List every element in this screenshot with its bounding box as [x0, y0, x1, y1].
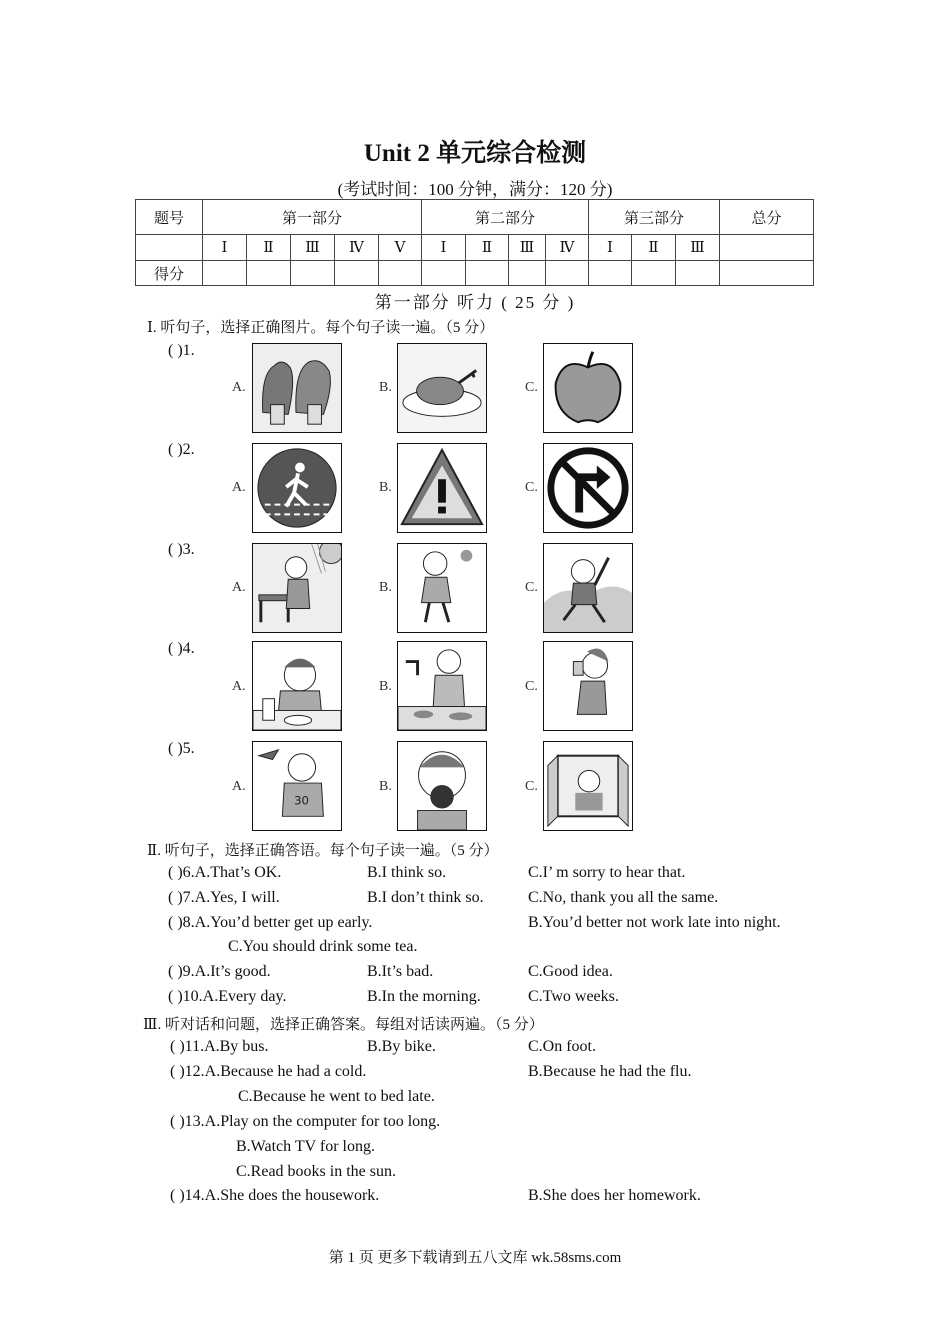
q10-option-a: ( )10.A.Every day.	[168, 988, 287, 1005]
q1-opt-c: C.	[525, 380, 538, 395]
section3-heading: Ⅲ. 听对话和问题，选择正确答案。每组对话读两遍。（5 分）	[143, 1017, 544, 1033]
q3-opt-a: A.	[232, 580, 246, 595]
q11-option-b: B.By bike.	[367, 1038, 436, 1055]
sub-cell: Ⅴ	[379, 235, 422, 261]
q1-opt-a: A.	[232, 380, 246, 395]
score-cell[interactable]	[632, 261, 676, 286]
q2-opt-c: C.	[525, 480, 538, 495]
q9-option-c: C.Good idea.	[528, 963, 613, 980]
sub-cell: Ⅲ	[291, 235, 335, 261]
part1-title: 第一部分 听力 ( 25 分 )	[374, 293, 576, 312]
q6-option-b: B.I think so.	[367, 864, 447, 881]
sub-cell: Ⅰ	[589, 235, 632, 261]
score-cell[interactable]	[335, 261, 379, 286]
boy-with-bird-picture[interactable]	[252, 741, 342, 831]
q7-option-b: B.I don’t think so.	[367, 889, 484, 906]
score-cell[interactable]	[291, 261, 335, 286]
score-cell[interactable]	[247, 261, 291, 286]
roast-chicken-picture[interactable]	[397, 343, 487, 433]
header-part3: 第三部分	[589, 200, 720, 235]
q1-label: ( )1.	[168, 342, 195, 359]
header-total: 总分	[720, 200, 814, 235]
section2-heading: Ⅱ. 听句子，选择正确答语。每个句子读一遍。（5 分）	[147, 843, 499, 859]
apple-picture[interactable]	[543, 343, 633, 433]
q6-option-c: C.I’ m sorry to hear that.	[528, 864, 686, 881]
sub-cell: Ⅳ	[546, 235, 589, 261]
q13-option-b: B.Watch TV for long.	[236, 1138, 375, 1155]
q6-option-a: ( )6.A.That’s OK.	[168, 864, 282, 881]
header-part2: 第二部分	[422, 200, 589, 235]
pedestrian-sign-picture[interactable]	[252, 443, 342, 533]
q2-opt-b: B.	[379, 480, 392, 495]
q11-option-a: ( )11.A.By bus.	[170, 1038, 269, 1055]
q1-opt-b: B.	[379, 380, 392, 395]
girl-at-window-picture[interactable]	[543, 741, 633, 831]
sub-blank	[720, 235, 814, 261]
q4-opt-a: A.	[232, 679, 246, 694]
score-cell[interactable]	[509, 261, 546, 286]
q5-opt-a: A.	[232, 779, 246, 794]
q7-option-a: ( )7.A.Yes, I will.	[168, 889, 280, 906]
header-part1: 第一部分	[203, 200, 422, 235]
score-cell[interactable]	[546, 261, 589, 286]
score-table	[135, 199, 814, 286]
section1-heading: Ⅰ. 听句子，选择正确图片。每个句子读一遍。（5 分）	[147, 320, 495, 336]
sub-cell: Ⅱ	[247, 235, 291, 261]
q14-option-a: ( )14.A.She does the housework.	[170, 1187, 380, 1204]
no-right-turn-sign-picture[interactable]	[543, 443, 633, 533]
sub-cell: Ⅲ	[509, 235, 546, 261]
q7-option-c: C.No, thank you all the same.	[528, 889, 719, 906]
score-cell[interactable]	[422, 261, 466, 286]
q9-option-b: B.It’s bad.	[367, 963, 434, 980]
q3-label: ( )3.	[168, 541, 195, 558]
vegetable-picture[interactable]	[252, 343, 342, 433]
q5-opt-b: B.	[379, 779, 392, 794]
sub-cell: Ⅰ	[422, 235, 466, 261]
q9-option-a: ( )9.A.It’s good.	[168, 963, 271, 980]
q5-opt-c: C.	[525, 779, 538, 794]
q2-label: ( )2.	[168, 441, 195, 458]
sub-blank	[136, 235, 203, 261]
q13-option-c: C.Read books in the sun.	[236, 1163, 396, 1180]
sub-cell: Ⅰ	[203, 235, 247, 261]
score-cell[interactable]	[676, 261, 720, 286]
girl-washing-hands-picture[interactable]	[397, 641, 487, 731]
q5-label: ( )5.	[168, 740, 195, 757]
q11-option-c: C.On foot.	[528, 1038, 596, 1055]
q2-opt-a: A.	[232, 480, 246, 495]
score-cell[interactable]	[589, 261, 632, 286]
girl-walking-picture[interactable]	[397, 543, 487, 633]
q8-option-c: C.You should drink some tea.	[228, 938, 418, 955]
score-label: 得分	[136, 261, 203, 286]
header-question-no: 题号	[136, 200, 203, 235]
warning-sign-picture[interactable]	[397, 443, 487, 533]
q10-option-b: B.In the morning.	[367, 988, 481, 1005]
q12-option-a: ( )12.A.Because he had a cold.	[170, 1063, 367, 1080]
exam-info: (考试时间：100 分钟，满分：120 分)	[337, 180, 613, 199]
boy-eating-picture[interactable]	[397, 741, 487, 831]
svg-text:30: 30	[294, 793, 309, 808]
girl-in-sun-picture[interactable]	[252, 543, 342, 633]
q8-option-a: ( )8.A.You’d better get up early.	[168, 914, 373, 931]
q12-option-c: C.Because he went to bed late.	[238, 1088, 435, 1105]
q12-option-b: B.Because he had the flu.	[528, 1063, 692, 1080]
page-footer: 第 1 页 更多下载请到五八文库 wk.58sms.com	[328, 1250, 622, 1266]
q8-option-b: B.You’d better not work late into night.	[528, 914, 781, 931]
q14-option-b: B.She does her homework.	[528, 1187, 701, 1204]
q4-opt-b: B.	[379, 679, 392, 694]
score-cell[interactable]	[466, 261, 509, 286]
girl-drinking-picture[interactable]	[543, 641, 633, 731]
q4-label: ( )4.	[168, 640, 195, 657]
score-cell[interactable]	[720, 261, 814, 286]
sub-cell: Ⅳ	[335, 235, 379, 261]
q3-opt-b: B.	[379, 580, 392, 595]
q4-opt-c: C.	[525, 679, 538, 694]
sub-cell: Ⅲ	[676, 235, 720, 261]
boy-eating-egg-picture[interactable]	[252, 641, 342, 731]
sub-cell: Ⅱ	[632, 235, 676, 261]
score-cell[interactable]	[379, 261, 422, 286]
q10-option-c: C.Two weeks.	[528, 988, 619, 1005]
sub-cell: Ⅱ	[466, 235, 509, 261]
q3-opt-c: C.	[525, 580, 538, 595]
boy-running-picture[interactable]	[543, 543, 633, 633]
q13-option-a: ( )13.A.Play on the computer for too long.	[170, 1113, 441, 1130]
score-cell[interactable]	[203, 261, 247, 286]
page-title: Unit 2 单元综合检测	[363, 140, 587, 167]
